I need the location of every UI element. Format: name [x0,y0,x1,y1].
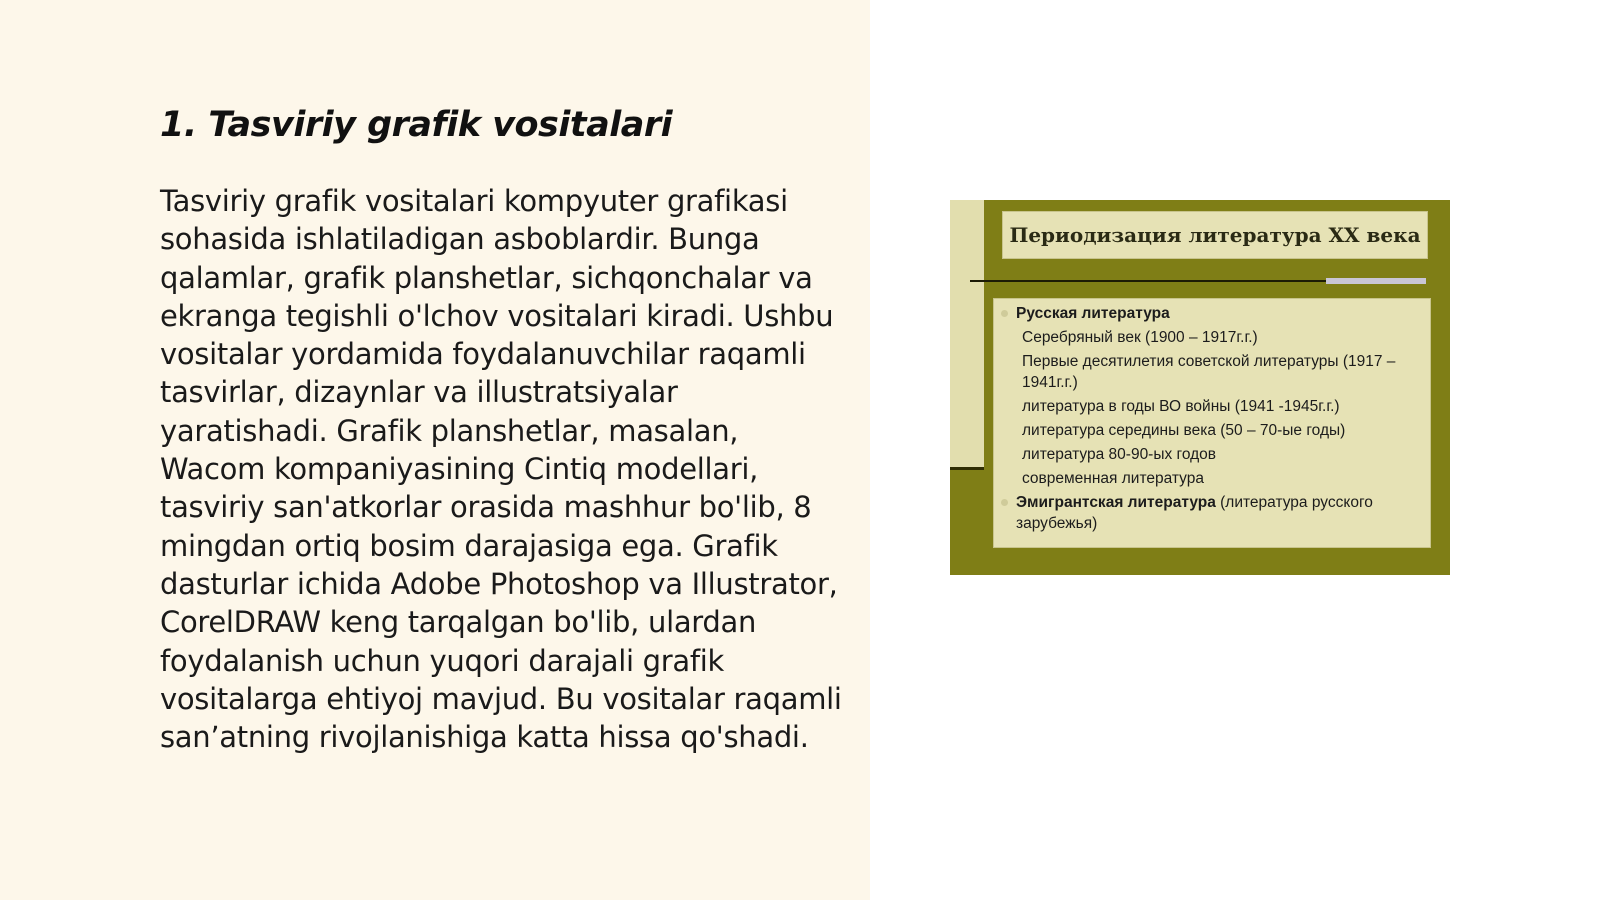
image-list-item: Русская литература [1016,303,1424,324]
body-text: Tasviriy grafik vositalari kompyuter grafikasi sohasida ishlatiladigan asboblardir. Bunga qalamlar, grafik planshetlar, sichqonchalar va ekranga tegishli o'lchov vositalari kiradi. Ushbu vositalar yordamida foydalanuvchilar raqamli tasvirlar, dizaynlar va illustratsiyalar yaratishadi. Grafik planshetlar, masalan, Wacom kompaniyasining Cintiq modellari, tasviriy san'atkorlar orasida mashhur bo'lib, 8 mingdan ortiq bosim darajasiga ega. Grafik dasturlar ichida Adobe Photoshop va Illustrator, CorelDRAW keng tarqalgan bo'lib, ulardan foydalanish uchun yuqori darajali grafik vositalarga ehtiyoj mavjud. Bu vositalar raqamli san’atning rivojlanishiga katta hissa qo'shadi. [160,184,842,755]
image-list-item: современная литература [1022,470,1204,487]
image-list-item: Первые десятилетия советской литературы (1917 – 1941г.г.) [1022,353,1396,391]
image-list-item: литература 80-90-ых годов [1022,446,1217,463]
image-list-item: Эмигрантская литература (литература русского зарубежья) [1016,492,1424,534]
image-list-item: литература середины века (50 – 70-ые годы) [1022,422,1346,439]
image-list-item: Серебряный век (1900 – 1917г.г.) [1022,329,1258,346]
image-side-bar [950,200,984,470]
bullet-icon [1001,310,1008,317]
bullet-icon [1001,499,1008,506]
image-title: Периодизация литература XX века [1002,211,1428,259]
slide-image [950,200,1450,575]
image-list-item: литература в годы ВО войны (1941 -1945г.г.) [1022,398,1340,415]
image-divider-accent [1326,278,1426,284]
slide-title: 1. Tasviriy grafik vositalari [160,105,673,145]
image-list [993,298,1431,548]
